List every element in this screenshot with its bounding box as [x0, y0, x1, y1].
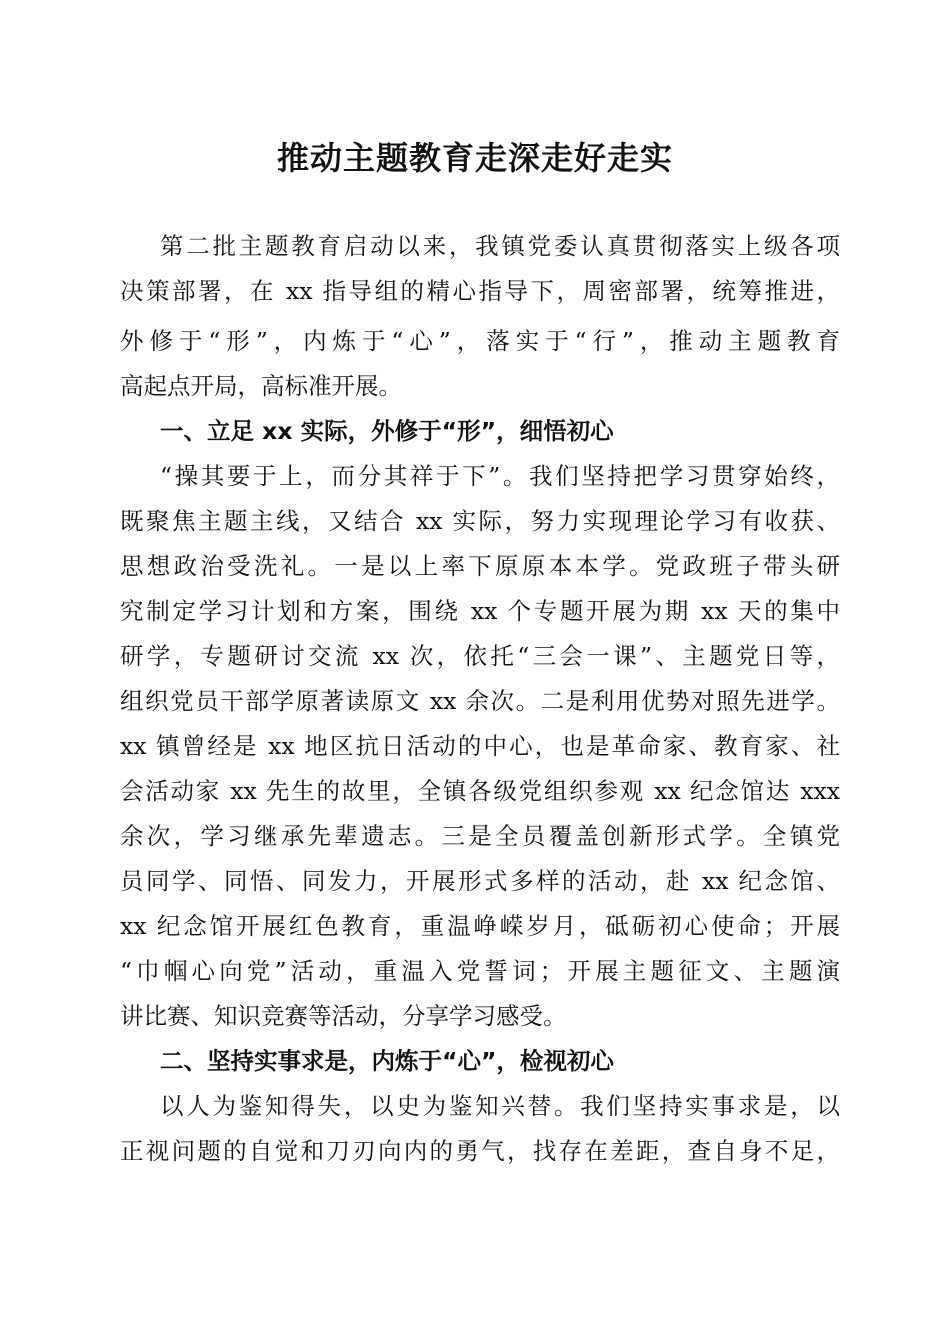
intro-line: 决策部署，在 xx 指导组的精心指导下，周密部署，统筹推进， — [120, 277, 840, 305]
document-title: 推动主题教育走深走好走实 — [276, 139, 673, 177]
section-1-line: “操其要于上，而分其祥于下”。我们坚持把学习贯穿始终， — [160, 462, 840, 490]
intro-line: 高起点开局，高标准开展。 — [120, 372, 402, 400]
section-2-line: 正视问题的自觉和刀刃向内的勇气，找存在差距，查自身不足， — [120, 1137, 840, 1165]
section-1-line: 究制定学习计划和方案，围绕 xx 个专题开展为期 xx 天的集中 — [120, 597, 840, 625]
section-1-line: 余次，学习继承先辈遗志。三是全员覆盖创新形式学。全镇党 — [120, 822, 840, 850]
section-1-line: 既聚焦主题主线，又结合 xx 实际，努力实现理论学习有收获、 — [120, 507, 840, 535]
intro-line: 第二批主题教育启动以来，我镇党委认真贯彻落实上级各项 — [160, 232, 840, 260]
section-1-line: xx 纪念馆开展红色教育，重温峥嵘岁月，砥砺初心使命；开展 — [120, 912, 840, 940]
section-1-line: 会活动家 xx 先生的故里，全镇各级党组织参观 xx 纪念馆达 xxx — [120, 777, 840, 805]
section-1-line: 思想政治受洗礼。一是以上率下原原本本学。党政班子带头研 — [120, 552, 840, 580]
section-1-line: xx 镇曾经是 xx 地区抗日活动的中心，也是革命家、教育家、社 — [120, 732, 840, 760]
section-1-heading: 一、立足 xx 实际，外修于“形”，细悟初心 — [160, 417, 614, 445]
section-1-line: 员同学、同悟、同发力，开展形式多样的活动，赴 xx 纪念馆、 — [120, 867, 840, 895]
section-2-heading: 二、坚持实事求是，内炼于“心”，检视初心 — [160, 1047, 614, 1075]
section-2-line: 以人为鉴知得失，以史为鉴知兴替。我们坚持实事求是，以 — [160, 1092, 840, 1120]
section-1-line: 讲比赛、知识竞赛等活动，分享学习感受。 — [120, 1002, 567, 1030]
section-1-line: 研学，专题研讨交流 xx 次，依托“三会一课”、主题党日等， — [120, 642, 840, 670]
intro-line: 外修于“形”，内炼于“心”，落实于“行”，推动主题教育 — [120, 327, 840, 355]
section-1-line: “巾帼心向党”活动，重温入党誓词；开展主题征文、主题演 — [120, 957, 840, 985]
section-1-line: 组织党员干部学原著读原文 xx 余次。二是利用优势对照先进学。 — [120, 687, 840, 715]
